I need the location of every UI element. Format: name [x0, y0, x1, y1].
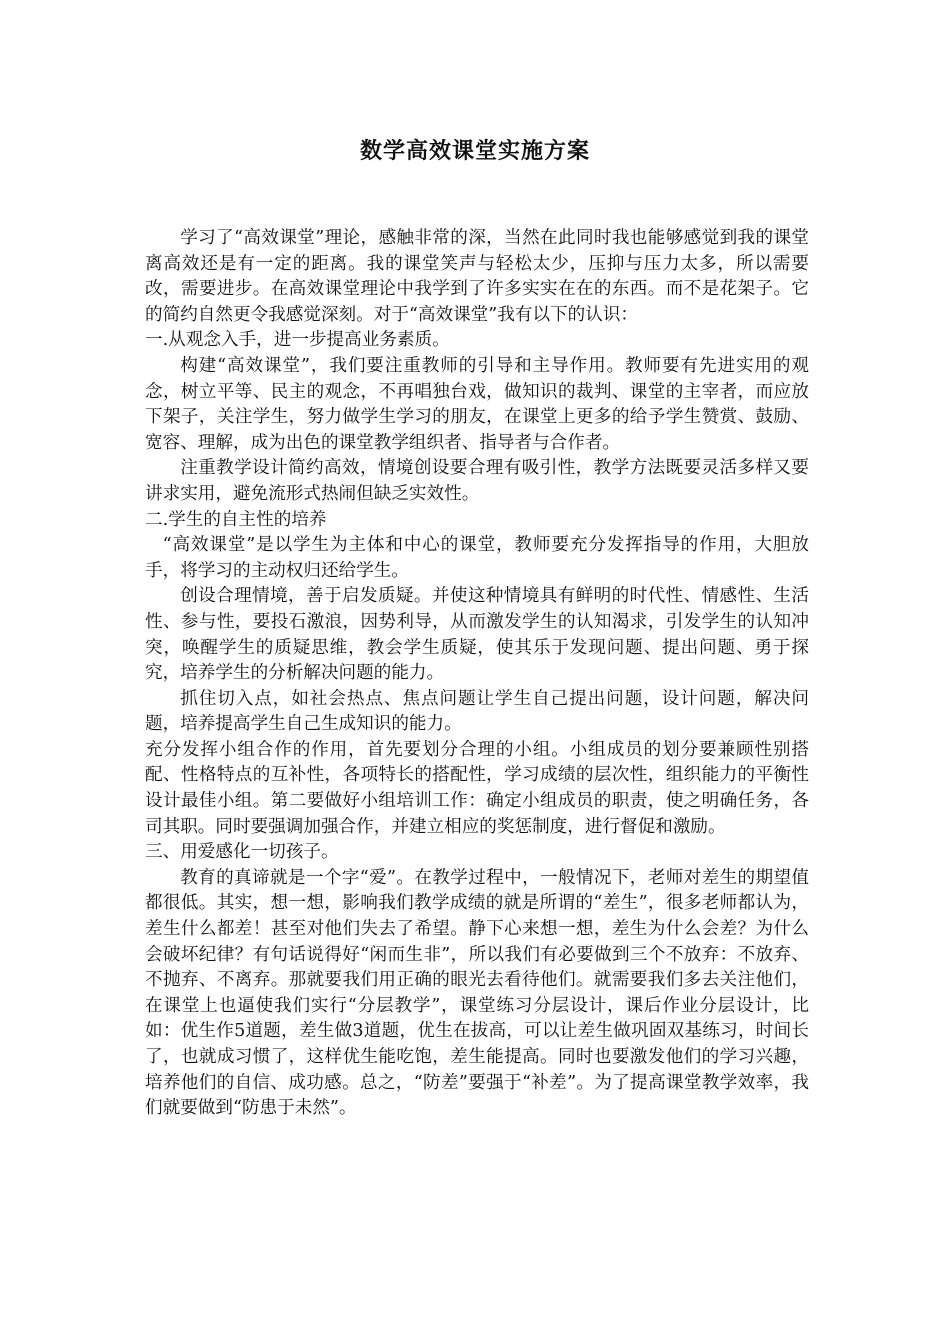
section-1-paragraph-1: 构建“高效课堂”，我们要注重教师的引导和主导作用。教师要有先进实用的观念，树立平等、民主的观念，不再唱独台戏，做知识的裁判、课堂的主宰者，而应放下架子，关注学生，努力做学生学习的朋友，在课堂上更多的给予学生赞赏、鼓励、宽容、理解，成为出色的课堂教学组织者、指导者与合作者。: [145, 355, 809, 453]
section-heading-1: 一.从观念入手，进一步提高业务素质。: [145, 330, 450, 351]
section-heading-2: 二.学生的自主性的培养: [145, 509, 327, 530]
document-title: 数学高效课堂实施方案: [359, 139, 590, 164]
section-2-paragraph-1: “高效课堂”是以学生为主体和中心的课堂，教师要充分发挥指导的作用，大胆放手，将学习的主动权归还给学生。: [145, 535, 809, 581]
section-1-paragraph-2: 注重教学设计简约高效，情境创设要合理有吸引性，教学方法既要灵活多样又要讲求实用，避免流形式热闹但缺乏实效性。: [145, 458, 809, 504]
section-2-paragraph-2: 创设合理情境，善于启发质疑。并使这种情境具有鲜明的时代性、情感性、生活性、参与性，要投石激浪，因势利导，从而激发学生的认知渴求，引发学生的认知冲突，唤醒学生的质疑思维，教会学生质疑，使其乐于发现问题、提出问题、勇于探究，培养学生的分析解决问题的能力。: [145, 586, 809, 684]
section-2-paragraph-4: 充分发挥小组合作的作用，首先要划分合理的小组。小组成员的划分要兼顾性别搭配、性格特点的互补性，各项特长的搭配性，学习成绩的层次性，组织能力的平衡性设计最佳小组。第二要做好小组培训工作：确定小组成员的职责，使之明确任务，各司其职。同时要强调加强合作，并建立相应的奖惩制度，进行督促和激励。: [145, 739, 809, 837]
section-heading-3: 三、用爱感化一切孩子。: [145, 842, 339, 863]
intro-paragraph: 学习了“高效课堂”理论，感触非常的深，当然在此同时我也能够感觉到我的课堂离高效还是有一定的距离。我的课堂笑声与轻松太少，压抑与压力太多，所以需要改，需要进步。在高效课堂理论中我学到了许多实实在在的东西。而不是花架子。它的简约自然更令我感觉深刻。对于“高效课堂”我有以下的认识：: [145, 228, 809, 325]
section-2-paragraph-3: 抓住切入点，如社会热点、焦点问题让学生自己提出问题，设计问题，解决问题，培养提高学生自己生成知识的能力。: [145, 688, 809, 735]
section-3-paragraph-1: 教育的真谛就是一个字“爱”。在教学过程中，一般情况下，老师对差生的期望值都很低。其实，想一想，影响我们教学成绩的就是所谓的“差生”，很多老师都认为，差生什么都差！甚至对他们失去了希望。静下心来想一想，差生为什么会差？为什么会破坏纪律？有句话说得好“闲而生非”，所以我们有必要做到三个不放弃：不放弃、不抛弃、不离弃。那就要我们用正确的眼光去看待他们。就需要我们多去关注他们，在课堂上也逼使我们实行“分层教学”，课堂练习分层设计，课后作业分层设计，比如：优生作5道题，差生做3道题，优生在拔高，可以让差生做巩固双基练习，时间长了，也就成习惯了，这样优生能吃饱，差生能提高。同时也要激发他们的学习兴趣，培养他们的自信、成功感。总之，“防差”要强于“补差”。为了提高课堂教学效率，我们就要做到“防患于未然”。: [145, 867, 809, 1119]
document-body: [145, 226, 809, 1122]
